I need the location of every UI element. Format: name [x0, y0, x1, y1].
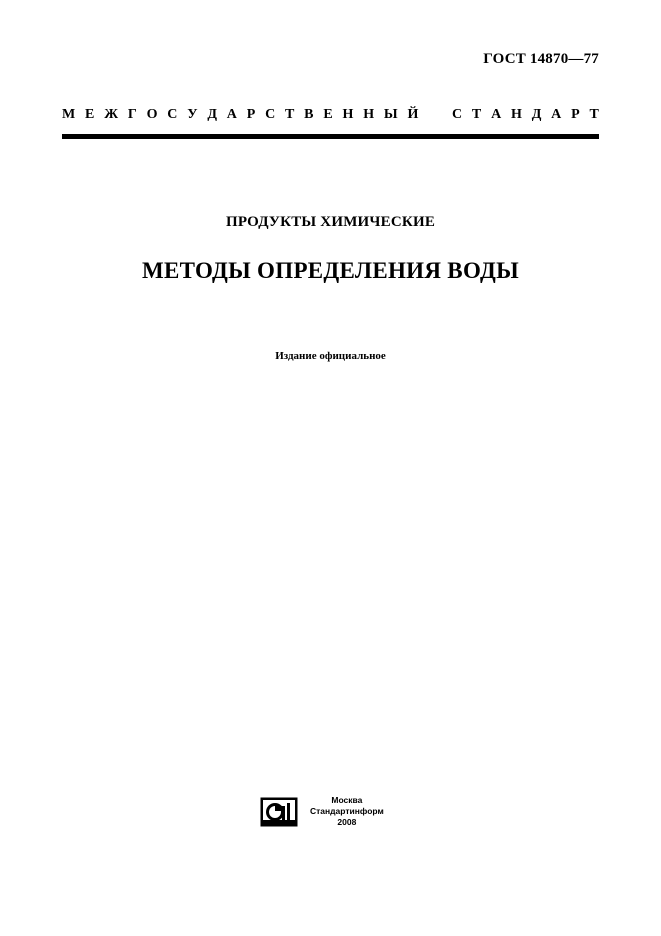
publisher-logo-icon [260, 797, 298, 827]
edition-label: Издание официальное [275, 350, 386, 362]
standard-type-letter: Т [285, 107, 295, 122]
standard-type-letter: С [451, 107, 463, 122]
standard-type-letter: С [167, 107, 178, 122]
standard-type-letter: Г [127, 107, 137, 122]
document-title: МЕТОДЫ ОПРЕДЕЛЕНИЯ ВОДЫ [141, 258, 520, 283]
standard-type-letter: Е [85, 107, 95, 122]
publisher-imprint [310, 795, 384, 828]
standard-type-letter: М [62, 107, 76, 122]
standard-type-letter: Н [363, 107, 375, 122]
standard-number: ГОСТ 14870—77 [483, 51, 599, 67]
publisher-name: Стандартинформ [310, 806, 384, 816]
standard-type-letter: С [265, 107, 276, 122]
standard-type-letter [428, 107, 442, 123]
standard-type-letter: Р [246, 107, 256, 122]
standard-type-heading [62, 107, 599, 123]
publication-year: 2008 [337, 817, 357, 827]
standard-type-letter: Ж [104, 107, 119, 122]
document-subtitle: ПРОДУКТЫ ХИМИЧЕСКИЕ [225, 214, 436, 230]
standard-type-letter: А [226, 107, 237, 122]
standard-type-letter: Ы [383, 107, 398, 122]
standard-type-letter: А [551, 107, 562, 122]
standard-type-letter: Й [407, 107, 419, 122]
standard-type-letter: Р [571, 107, 580, 122]
publisher-city: Москва [331, 795, 363, 805]
standard-type-letter: О [146, 107, 158, 122]
standard-type-letter: Н [342, 107, 354, 122]
standard-type-letter: Д [531, 107, 542, 122]
standard-type-letter: У [187, 107, 198, 122]
header-rule [62, 134, 599, 139]
standard-type-letter: А [491, 107, 502, 122]
standard-type-letter: Е [323, 107, 333, 122]
standard-type-letter: В [304, 107, 314, 122]
standard-type-letter: Д [207, 107, 217, 122]
standard-type-letter: Т [471, 107, 482, 122]
publisher-block [260, 795, 384, 828]
standard-type-letter: Н [511, 107, 522, 122]
standard-type-letter: Т [589, 107, 599, 122]
